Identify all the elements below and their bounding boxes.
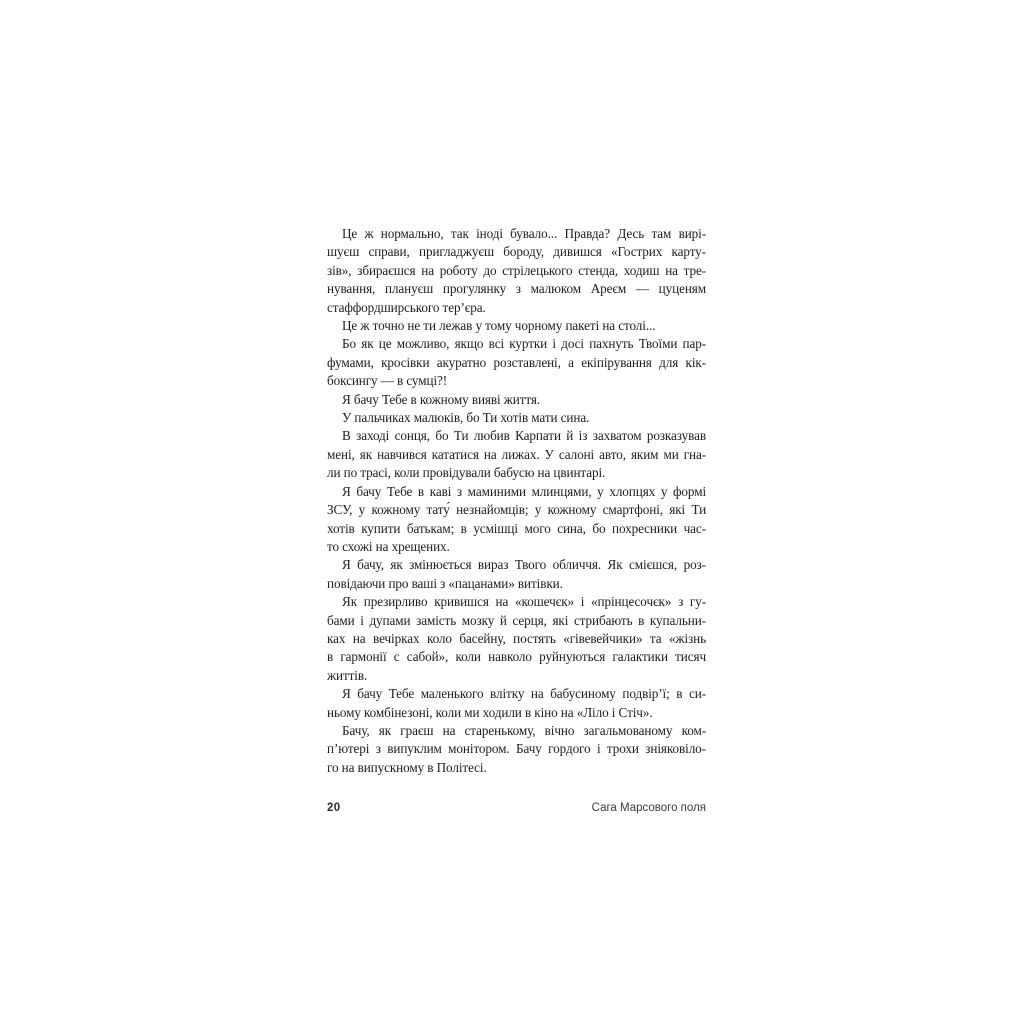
page-text-column <box>327 225 706 777</box>
paragraph <box>327 391 706 409</box>
text-line: ках на вечірках коло басейну, постять «гівевейчики» та «жізнь <box>327 630 706 646</box>
text-line: Це ж точно не ти лежав у тому чорному пакеті на столі... <box>342 318 656 334</box>
text-line: го на випускному в Політесі. <box>327 759 487 775</box>
text-line: то схожі на хрещених. <box>327 538 450 554</box>
text-line: У пальчиках малюків, бо Ти хотів мати сина. <box>342 410 590 426</box>
paragraph <box>327 685 706 722</box>
text-line: хотів купити батькам; в усмішці мого сина, бо похресники час- <box>327 520 706 536</box>
text-line: в гармонії с сабой», коли навколо руйнуються галактики тисяч <box>327 649 706 665</box>
text-line: Бачу, як граєш на старенькому, вічно загальмованому ком- <box>342 722 706 738</box>
text-line: бами і дупами замість мозку й серця, які стрибають в купальни- <box>327 612 706 628</box>
text-line: ньому комбінезоні, коли ми ходили в кіно на «Ліло і Стіч». <box>327 704 653 720</box>
paragraph <box>327 427 706 482</box>
paragraph <box>327 225 706 317</box>
text-line: Я бачу Тебе в каві з маминими млинцями, у хлопцях у формі <box>342 483 706 499</box>
text-line: Я бачу Тебе в кожному вияві життя. <box>342 391 541 407</box>
page-number: 20 <box>327 802 341 814</box>
paragraph <box>327 593 706 685</box>
text-line: Я бачу, як змінюється вираз Твого обличчя. Як смієшся, роз- <box>342 557 706 573</box>
text-line: мені, як навчився кататися на лижах. У салоні авто, яким ми гна- <box>327 446 706 462</box>
paragraph <box>327 317 706 335</box>
text-line: фумами, кросівки акуратно розставлені, а екіпірування для кік- <box>327 354 706 370</box>
text-line: боксингу — в сумці?! <box>327 373 448 389</box>
text-line: повідаючи про ваші з «пацанами» витівки. <box>327 575 563 591</box>
text-line: життів. <box>327 667 368 683</box>
text-line: Я бачу Тебе маленького влітку на бабусиному подвір’ї; в си- <box>342 686 706 702</box>
paragraph <box>327 483 706 557</box>
text-line: В заході сонця, бо Ти любив Карпати й із захватом розказував <box>342 428 706 444</box>
text-line: Бо як це можливо, якщо всі куртки і досі пахнуть Твоїми пар- <box>342 336 706 352</box>
text-line: п’ютері з випуклим монітором. Бачу гордого і трохи зніяковіло- <box>327 741 706 757</box>
text-line: нування, плануєш прогулянку з малюком Ареєм — цуценям <box>327 281 706 297</box>
text-line: шуєш справи, пригладжуєш бороду, дивишся «Гострих карту- <box>327 244 706 260</box>
text-line: зів», збираєшся на роботу до стрілецького стенда, ходиш на тре- <box>327 262 706 278</box>
text-line: ЗСУ, у кожному тату́ незнайомців; у кожному смартфоні, які Ти <box>327 502 706 518</box>
page-footer <box>327 802 706 814</box>
text-line: ли по трасі, коли провідували бабусю на цвинтарі. <box>327 465 606 481</box>
text-line: Як презирливо кривишся на «кошечєк» і «прінцесочєк» з гу- <box>342 594 706 610</box>
text-line: Це ж нормально, так іноді бувало... Правда? Десь там вирі- <box>342 226 706 241</box>
paragraph <box>327 409 706 427</box>
paragraph <box>327 556 706 593</box>
paragraph <box>327 722 706 777</box>
running-title: Сага Марсового поля <box>591 802 706 814</box>
paragraph <box>327 335 706 390</box>
text-line: стаффордширського тер’єра. <box>327 299 486 315</box>
